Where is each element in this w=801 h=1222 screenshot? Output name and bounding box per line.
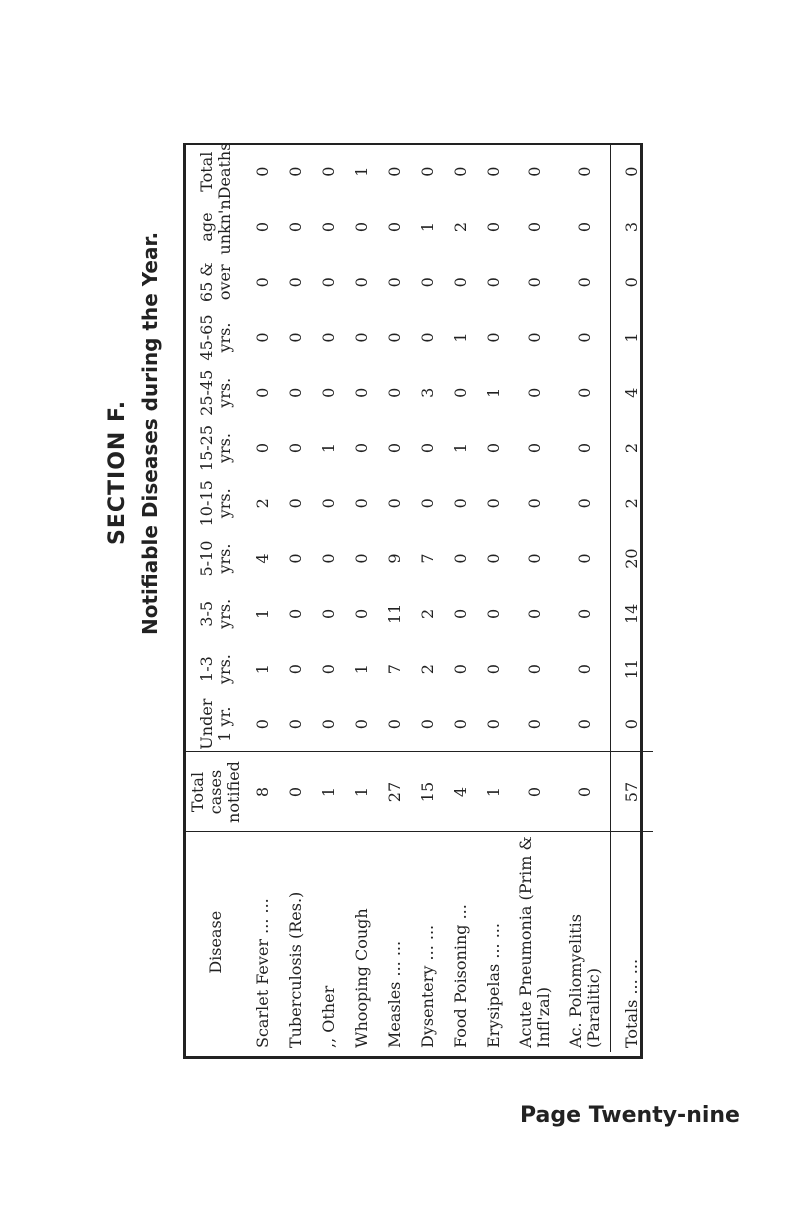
cell: 0 xyxy=(525,221,544,233)
row-disease: Dysentery ... ... xyxy=(411,832,444,1052)
cell: 0 xyxy=(285,277,305,288)
page-number: Page Twenty-nine xyxy=(520,1103,740,1128)
row-disease: ,, Other xyxy=(312,832,345,1052)
cell: 0 xyxy=(318,221,338,233)
cell: 2 xyxy=(611,420,654,475)
cell: 0 xyxy=(252,719,272,730)
cell: 0 xyxy=(483,277,503,288)
cell: 0 xyxy=(575,387,594,398)
row-disease: Erysipelas ... ... xyxy=(477,832,510,1052)
row-disease: Measles ... ... xyxy=(378,832,411,1052)
cell: 0 xyxy=(525,442,544,454)
table-header xyxy=(186,144,246,1052)
cell: 0 xyxy=(351,608,371,619)
cell: 0 xyxy=(611,144,654,199)
cell: 0 xyxy=(285,332,305,343)
cell: 0 xyxy=(525,387,544,398)
header-total-cases: Total cases notified xyxy=(186,752,246,832)
table-row xyxy=(444,144,477,1052)
cell: 0 xyxy=(318,498,338,509)
cell: 11 xyxy=(384,603,404,625)
cell: 0 xyxy=(318,277,338,288)
cell: 0 xyxy=(351,332,371,343)
cell: 1 xyxy=(252,664,272,675)
cell: 0 xyxy=(285,166,305,177)
cell: 0 xyxy=(450,277,470,288)
cell: 0 xyxy=(575,442,594,454)
rotated-table-container xyxy=(186,142,641,1052)
header-5-10: 5-10 yrs. xyxy=(197,540,234,577)
cell: 0 xyxy=(351,442,371,454)
cell: 1 xyxy=(483,387,503,398)
cell: 2 xyxy=(611,476,654,531)
cell: 1 xyxy=(252,608,272,619)
table-row xyxy=(477,144,510,1052)
cell: 0 xyxy=(417,719,437,730)
cell: 0 xyxy=(252,277,272,288)
cell: 0 xyxy=(450,498,470,509)
cell: 0 xyxy=(318,387,338,398)
cell: 0 xyxy=(252,221,272,233)
cell: 0 xyxy=(483,166,503,177)
cell: 0 xyxy=(483,498,503,509)
table-row xyxy=(345,144,378,1052)
section-heading: SECTION F. xyxy=(105,399,130,545)
row-disease: Acute Pneumonia (Prim & Infl'zal) xyxy=(510,832,560,1052)
cell: 0 xyxy=(351,498,371,509)
header-10-15: 10-15 yrs. xyxy=(197,480,234,527)
cell: 3 xyxy=(417,387,437,398)
cell: 57 xyxy=(611,752,654,832)
notifiable-diseases-table xyxy=(186,144,653,1052)
cell: 0 xyxy=(285,387,305,398)
cell: 0 xyxy=(483,608,503,619)
cell: 0 xyxy=(525,553,544,564)
cell: 0 xyxy=(417,332,437,343)
cell: 1 xyxy=(611,310,654,365)
cell: 0 xyxy=(285,498,305,509)
cell: 0 xyxy=(525,332,544,343)
cell: 0 xyxy=(417,166,437,177)
cell: 0 xyxy=(384,387,404,398)
totals-label: Totals ... ... xyxy=(611,832,654,1052)
cell: 0 xyxy=(417,442,437,454)
cell: 1 xyxy=(450,332,470,343)
cell: 0 xyxy=(525,498,544,509)
cell: 0 xyxy=(450,719,470,730)
cell: 0 xyxy=(351,553,371,564)
header-row xyxy=(186,144,246,1052)
cell: 0 xyxy=(483,221,503,233)
cell: 0 xyxy=(450,664,470,675)
cell: 0 xyxy=(285,221,305,233)
cell: 1 xyxy=(312,752,345,832)
cell: 0 xyxy=(252,332,272,343)
cell: 2 xyxy=(417,664,437,675)
cell: 1 xyxy=(351,166,371,177)
cell: 7 xyxy=(384,664,404,675)
cell: 0 xyxy=(575,553,594,564)
cell: 4 xyxy=(444,752,477,832)
cell: 2 xyxy=(450,221,470,233)
cell: 0 xyxy=(575,719,594,730)
cell: 0 xyxy=(417,277,437,288)
cell: 0 xyxy=(252,166,272,177)
cell: 0 xyxy=(575,498,594,509)
cell: 0 xyxy=(384,277,404,288)
cell: 20 xyxy=(611,531,654,586)
cell: 0 xyxy=(450,387,470,398)
table-row xyxy=(560,144,611,1052)
row-disease: Scarlet Fever ... ... xyxy=(246,832,279,1052)
cell: 0 xyxy=(575,221,594,233)
cell: 11 xyxy=(611,641,654,696)
header-total-deaths: Total Deaths xyxy=(197,142,234,200)
cell: 0 xyxy=(483,553,503,564)
header-under-1: Under 1 yr. xyxy=(197,698,234,750)
cell: 0 xyxy=(611,697,654,752)
cell: 0 xyxy=(318,332,338,343)
cell: 8 xyxy=(246,752,279,832)
row-disease: Ac. Poliomyelitis (Paralitic) xyxy=(560,832,611,1052)
cell: 0 xyxy=(318,166,338,177)
cell: 2 xyxy=(417,608,437,619)
cell: 0 xyxy=(483,664,503,675)
cell: 0 xyxy=(525,608,544,619)
cell: 7 xyxy=(417,553,437,564)
cell: 0 xyxy=(318,608,338,619)
cell: 0 xyxy=(252,387,272,398)
cell: 1 xyxy=(345,752,378,832)
header-45-65: 45-65 yrs. xyxy=(197,314,234,361)
cell: 0 xyxy=(318,719,338,730)
cell: 1 xyxy=(417,221,437,233)
cell: 0 xyxy=(279,752,312,832)
table-body xyxy=(246,144,653,1052)
cell: 0 xyxy=(318,664,338,675)
cell: 15 xyxy=(411,752,444,832)
table-row xyxy=(510,144,560,1052)
header-age-unknown: age unkn'n xyxy=(197,199,234,255)
cell: 0 xyxy=(575,332,594,343)
cell: 9 xyxy=(384,553,404,564)
cell: 3 xyxy=(611,199,654,254)
cell: 0 xyxy=(560,752,611,832)
cell: 0 xyxy=(351,221,371,233)
header-disease: Disease xyxy=(186,832,246,1052)
cell: 0 xyxy=(384,719,404,730)
cell: 0 xyxy=(351,277,371,288)
cell: 0 xyxy=(384,498,404,509)
cell: 27 xyxy=(378,752,411,832)
cell: 0 xyxy=(525,277,544,288)
header-25-45: 25-45 yrs. xyxy=(197,369,234,416)
cell: 0 xyxy=(384,442,404,454)
cell: 0 xyxy=(525,166,544,177)
cell: 0 xyxy=(483,442,503,454)
cell: 0 xyxy=(417,498,437,509)
row-disease: Whooping Cough xyxy=(345,832,378,1052)
cell: 4 xyxy=(611,365,654,420)
cell: 0 xyxy=(285,664,305,675)
header-15-25: 15-25 yrs. xyxy=(197,424,234,472)
cell: 0 xyxy=(285,553,305,564)
cell: 0 xyxy=(450,608,470,619)
cell: 0 xyxy=(575,166,594,177)
cell: 0 xyxy=(575,277,594,288)
cell: 0 xyxy=(575,664,594,675)
cell: 14 xyxy=(611,586,654,641)
table-row xyxy=(378,144,411,1052)
table-row xyxy=(246,144,279,1052)
cell: 0 xyxy=(384,221,404,233)
table-row xyxy=(279,144,312,1052)
cell: 0 xyxy=(384,332,404,343)
table-row xyxy=(411,144,444,1052)
cell: 1 xyxy=(351,664,371,675)
cell: 0 xyxy=(525,664,544,675)
totals-row xyxy=(611,144,654,1052)
cell: 0 xyxy=(483,719,503,730)
cell: 1 xyxy=(450,442,470,454)
row-disease: Tuberculosis (Res.) xyxy=(279,832,312,1052)
cell: 0 xyxy=(575,608,594,619)
cell: 1 xyxy=(318,442,338,454)
cell: 0 xyxy=(384,166,404,177)
cell: 0 xyxy=(285,719,305,730)
cell: 0 xyxy=(351,387,371,398)
cell: 0 xyxy=(285,442,305,454)
cell: 0 xyxy=(483,332,503,343)
table-title: Notifiable Diseases during the Year. xyxy=(138,231,162,635)
cell: 0 xyxy=(252,442,272,454)
row-disease: Food Poisoning ... xyxy=(444,832,477,1052)
cell: 4 xyxy=(252,553,272,564)
cell: 1 xyxy=(477,752,510,832)
header-1-3: 1-3 yrs. xyxy=(197,654,234,685)
table-row xyxy=(312,144,345,1052)
cell: 0 xyxy=(351,719,371,730)
cell: 0 xyxy=(450,553,470,564)
cell: 0 xyxy=(611,255,654,310)
cell: 0 xyxy=(318,553,338,564)
cell: 2 xyxy=(252,498,272,509)
header-3-5: 3-5 yrs. xyxy=(197,598,234,629)
cell: 0 xyxy=(525,719,544,730)
cell: 0 xyxy=(510,752,560,832)
cell: 0 xyxy=(450,166,470,177)
cell: 0 xyxy=(285,608,305,619)
header-65-over: 65 & over xyxy=(197,262,234,303)
